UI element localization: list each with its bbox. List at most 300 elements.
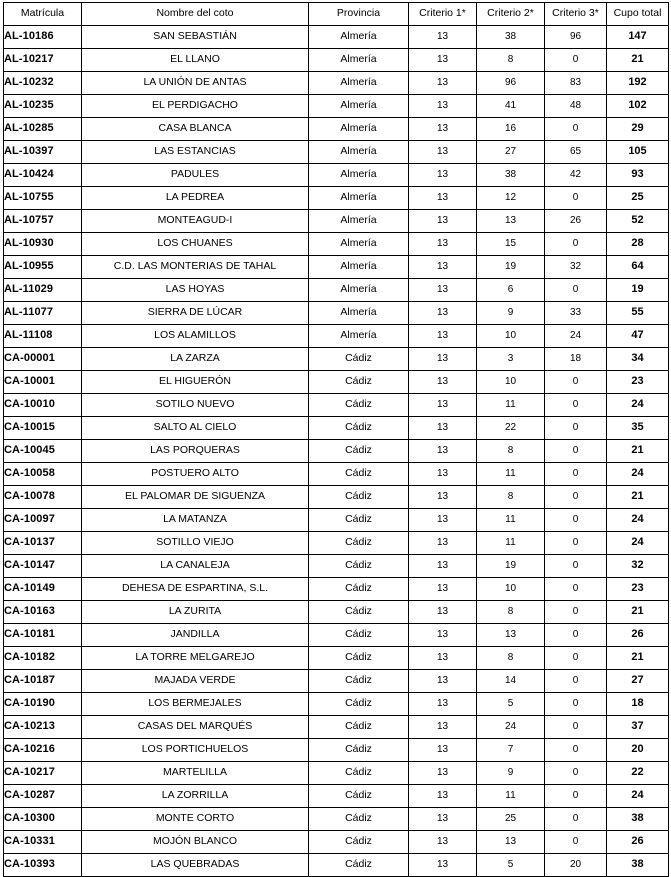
- cell-criterio2: 19: [477, 256, 545, 279]
- cell-criterio2: 10: [477, 371, 545, 394]
- cell-criterio3: 0: [545, 440, 607, 463]
- cell-cupo-total: 47: [607, 325, 669, 348]
- cell-provincia: Cádiz: [309, 601, 409, 624]
- cell-criterio2: 6: [477, 279, 545, 302]
- cell-provincia: Cádiz: [309, 509, 409, 532]
- cell-matricula: AL-10397: [4, 141, 82, 164]
- cell-nombre: LA ZORRILLA: [82, 785, 309, 808]
- cell-criterio3: 0: [545, 417, 607, 440]
- cell-matricula: AL-10217: [4, 49, 82, 72]
- table-row: [4, 785, 669, 808]
- cell-nombre: C.D. LAS MONTERIAS DE TAHAL: [82, 256, 309, 279]
- cell-criterio1: 13: [409, 601, 477, 624]
- cell-criterio1: 13: [409, 693, 477, 716]
- cell-provincia: Almería: [309, 256, 409, 279]
- cell-nombre: DEHESA DE ESPARTINA, S.L.: [82, 578, 309, 601]
- cell-nombre: LA CANALEJA: [82, 555, 309, 578]
- cell-matricula: CA-10187: [4, 670, 82, 693]
- cell-cupo-total: 93: [607, 164, 669, 187]
- cell-criterio1: 13: [409, 417, 477, 440]
- cell-cupo-total: 19: [607, 279, 669, 302]
- cell-criterio1: 13: [409, 854, 477, 877]
- cell-provincia: Almería: [309, 72, 409, 95]
- cell-nombre: PADULES: [82, 164, 309, 187]
- cell-provincia: Cádiz: [309, 831, 409, 854]
- cell-nombre: MONTE CORTO: [82, 808, 309, 831]
- cell-provincia: Almería: [309, 233, 409, 256]
- cell-criterio1: 13: [409, 578, 477, 601]
- cell-matricula: CA-10058: [4, 463, 82, 486]
- cell-cupo-total: 55: [607, 302, 669, 325]
- table-row: [4, 72, 669, 95]
- cell-criterio2: 16: [477, 118, 545, 141]
- cell-nombre: EL HIGUERÓN: [82, 371, 309, 394]
- table-row: [4, 739, 669, 762]
- cell-nombre: LA PEDREA: [82, 187, 309, 210]
- cell-provincia: Cádiz: [309, 854, 409, 877]
- cell-cupo-total: 26: [607, 831, 669, 854]
- cell-criterio1: 13: [409, 164, 477, 187]
- table-row: [4, 187, 669, 210]
- table-header: [4, 3, 669, 26]
- cell-criterio3: 0: [545, 279, 607, 302]
- table-row: [4, 624, 669, 647]
- cell-criterio3: 24: [545, 325, 607, 348]
- cell-criterio1: 13: [409, 647, 477, 670]
- cell-cupo-total: 24: [607, 463, 669, 486]
- cell-criterio2: 11: [477, 785, 545, 808]
- cell-cupo-total: 23: [607, 578, 669, 601]
- table-row: [4, 601, 669, 624]
- cell-cupo-total: 37: [607, 716, 669, 739]
- cell-criterio1: 13: [409, 808, 477, 831]
- table-row: [4, 325, 669, 348]
- cell-criterio2: 13: [477, 831, 545, 854]
- cell-criterio2: 19: [477, 555, 545, 578]
- cell-matricula: AL-10930: [4, 233, 82, 256]
- cell-provincia: Almería: [309, 210, 409, 233]
- table-row: [4, 118, 669, 141]
- cell-cupo-total: 52: [607, 210, 669, 233]
- cell-matricula: AL-10186: [4, 26, 82, 49]
- cell-cupo-total: 24: [607, 509, 669, 532]
- cell-nombre: EL PERDIGACHO: [82, 95, 309, 118]
- table-row: [4, 808, 669, 831]
- cell-cupo-total: 18: [607, 693, 669, 716]
- cell-criterio3: 0: [545, 555, 607, 578]
- table-row: [4, 417, 669, 440]
- cell-criterio3: 0: [545, 371, 607, 394]
- cell-criterio3: 0: [545, 785, 607, 808]
- cell-criterio3: 26: [545, 210, 607, 233]
- cell-nombre: LOS CHUANES: [82, 233, 309, 256]
- cell-criterio1: 13: [409, 831, 477, 854]
- cell-nombre: LAS PORQUERAS: [82, 440, 309, 463]
- column-header-cupo-total: Cupo total: [607, 3, 669, 26]
- table-row: [4, 854, 669, 877]
- cell-matricula: AL-10285: [4, 118, 82, 141]
- cell-matricula: AL-11029: [4, 279, 82, 302]
- cell-criterio3: 48: [545, 95, 607, 118]
- cell-criterio1: 13: [409, 95, 477, 118]
- cell-provincia: Cádiz: [309, 555, 409, 578]
- table-row: [4, 279, 669, 302]
- cell-criterio1: 13: [409, 486, 477, 509]
- cell-criterio2: 8: [477, 601, 545, 624]
- cell-criterio1: 13: [409, 509, 477, 532]
- cell-criterio3: 33: [545, 302, 607, 325]
- cell-criterio1: 13: [409, 325, 477, 348]
- cell-nombre: SOTILO NUEVO: [82, 394, 309, 417]
- table-row: [4, 256, 669, 279]
- table-row: [4, 49, 669, 72]
- cell-matricula: CA-10182: [4, 647, 82, 670]
- cell-cupo-total: 21: [607, 440, 669, 463]
- cell-provincia: Almería: [309, 49, 409, 72]
- cell-criterio2: 38: [477, 26, 545, 49]
- cell-criterio2: 10: [477, 578, 545, 601]
- cell-provincia: Cádiz: [309, 670, 409, 693]
- cell-cupo-total: 24: [607, 394, 669, 417]
- cell-criterio2: 9: [477, 302, 545, 325]
- cell-provincia: Cádiz: [309, 693, 409, 716]
- cell-cupo-total: 147: [607, 26, 669, 49]
- column-header-nombre: Nombre del coto: [82, 3, 309, 26]
- table-row: [4, 555, 669, 578]
- cell-criterio2: 24: [477, 716, 545, 739]
- table-row: [4, 486, 669, 509]
- cell-provincia: Almería: [309, 302, 409, 325]
- cell-matricula: AL-10755: [4, 187, 82, 210]
- cell-nombre: CASA BLANCA: [82, 118, 309, 141]
- cell-criterio2: 22: [477, 417, 545, 440]
- cell-criterio2: 38: [477, 164, 545, 187]
- cell-criterio1: 13: [409, 716, 477, 739]
- cell-provincia: Cádiz: [309, 394, 409, 417]
- cell-nombre: LOS BERMEJALES: [82, 693, 309, 716]
- table-header-row: [4, 3, 669, 26]
- cell-nombre: MONTEAGUD-I: [82, 210, 309, 233]
- table-row: [4, 95, 669, 118]
- cell-criterio3: 0: [545, 49, 607, 72]
- cell-criterio3: 0: [545, 601, 607, 624]
- table-row: [4, 647, 669, 670]
- column-header-matricula: Matrícula: [4, 3, 82, 26]
- cell-provincia: Cádiz: [309, 486, 409, 509]
- cell-provincia: Cádiz: [309, 463, 409, 486]
- cell-matricula: CA-10010: [4, 394, 82, 417]
- cell-matricula: AL-11108: [4, 325, 82, 348]
- cell-cupo-total: 20: [607, 739, 669, 762]
- cell-cupo-total: 24: [607, 785, 669, 808]
- cell-nombre: LAS HOYAS: [82, 279, 309, 302]
- cell-criterio1: 13: [409, 532, 477, 555]
- cell-criterio1: 13: [409, 256, 477, 279]
- cell-criterio3: 0: [545, 693, 607, 716]
- cell-criterio3: 65: [545, 141, 607, 164]
- cell-cupo-total: 32: [607, 555, 669, 578]
- cell-criterio2: 8: [477, 647, 545, 670]
- cell-provincia: Almería: [309, 325, 409, 348]
- cell-criterio3: 0: [545, 118, 607, 141]
- table-row: [4, 440, 669, 463]
- cell-provincia: Cádiz: [309, 785, 409, 808]
- cell-nombre: CASAS DEL MARQUÉS: [82, 716, 309, 739]
- cell-provincia: Cádiz: [309, 371, 409, 394]
- cell-cupo-total: 29: [607, 118, 669, 141]
- cell-criterio2: 7: [477, 739, 545, 762]
- cell-cupo-total: 38: [607, 854, 669, 877]
- cell-matricula: CA-10149: [4, 578, 82, 601]
- cell-nombre: LA TORRE MELGAREJO: [82, 647, 309, 670]
- cell-matricula: CA-10190: [4, 693, 82, 716]
- cell-provincia: Cádiz: [309, 624, 409, 647]
- cell-cupo-total: 23: [607, 371, 669, 394]
- cell-criterio3: 0: [545, 394, 607, 417]
- cell-provincia: Cádiz: [309, 762, 409, 785]
- cell-nombre: MARTELILLA: [82, 762, 309, 785]
- cell-nombre: LA MATANZA: [82, 509, 309, 532]
- cell-matricula: AL-10235: [4, 95, 82, 118]
- table-row: [4, 26, 669, 49]
- cell-cupo-total: 34: [607, 348, 669, 371]
- cell-criterio3: 0: [545, 808, 607, 831]
- cell-criterio3: 83: [545, 72, 607, 95]
- cell-criterio1: 13: [409, 210, 477, 233]
- cell-criterio2: 27: [477, 141, 545, 164]
- table-row: [4, 693, 669, 716]
- cell-cupo-total: 25: [607, 187, 669, 210]
- table-row: [4, 348, 669, 371]
- cell-cupo-total: 21: [607, 49, 669, 72]
- cell-criterio3: 0: [545, 716, 607, 739]
- cell-provincia: Almería: [309, 279, 409, 302]
- cell-criterio1: 13: [409, 463, 477, 486]
- cell-nombre: MAJADA VERDE: [82, 670, 309, 693]
- cell-criterio3: 0: [545, 578, 607, 601]
- cell-criterio1: 13: [409, 739, 477, 762]
- cell-criterio3: 18: [545, 348, 607, 371]
- cell-cupo-total: 21: [607, 647, 669, 670]
- cell-matricula: CA-10331: [4, 831, 82, 854]
- cell-criterio1: 13: [409, 302, 477, 325]
- table-row: [4, 302, 669, 325]
- cell-cupo-total: 38: [607, 808, 669, 831]
- cell-criterio3: 0: [545, 739, 607, 762]
- cell-matricula: CA-10137: [4, 532, 82, 555]
- cell-criterio2: 96: [477, 72, 545, 95]
- cell-criterio2: 14: [477, 670, 545, 693]
- cell-matricula: CA-10393: [4, 854, 82, 877]
- cell-nombre: MOJÓN BLANCO: [82, 831, 309, 854]
- cell-nombre: LA ZURITA: [82, 601, 309, 624]
- table-row: [4, 578, 669, 601]
- cell-criterio2: 5: [477, 693, 545, 716]
- cell-cupo-total: 21: [607, 486, 669, 509]
- cell-nombre: LAS QUEBRADAS: [82, 854, 309, 877]
- table-row: [4, 141, 669, 164]
- cell-criterio1: 13: [409, 348, 477, 371]
- cell-nombre: POSTUERO ALTO: [82, 463, 309, 486]
- cell-matricula: CA-10287: [4, 785, 82, 808]
- table-row: [4, 509, 669, 532]
- column-header-criterio3: Criterio 3*: [545, 3, 607, 26]
- cell-criterio3: 0: [545, 762, 607, 785]
- cell-criterio1: 13: [409, 624, 477, 647]
- table-row: [4, 210, 669, 233]
- cell-criterio1: 13: [409, 762, 477, 785]
- cell-criterio1: 13: [409, 49, 477, 72]
- cell-criterio3: 42: [545, 164, 607, 187]
- cell-criterio3: 0: [545, 187, 607, 210]
- cell-provincia: Cádiz: [309, 647, 409, 670]
- cell-nombre: LA UNIÓN DE ANTAS: [82, 72, 309, 95]
- cell-criterio1: 13: [409, 72, 477, 95]
- cell-criterio2: 8: [477, 486, 545, 509]
- cell-criterio1: 13: [409, 440, 477, 463]
- cell-criterio2: 15: [477, 233, 545, 256]
- cell-nombre: LOS ALAMILLOS: [82, 325, 309, 348]
- cell-matricula: CA-10001: [4, 371, 82, 394]
- cell-cupo-total: 64: [607, 256, 669, 279]
- cell-nombre: SALTO AL CIELO: [82, 417, 309, 440]
- cell-nombre: SOTILLO VIEJO: [82, 532, 309, 555]
- cell-nombre: EL LLANO: [82, 49, 309, 72]
- table-row: [4, 762, 669, 785]
- cell-criterio3: 0: [545, 509, 607, 532]
- cell-matricula: CA-10078: [4, 486, 82, 509]
- cell-matricula: CA-10163: [4, 601, 82, 624]
- cell-criterio1: 13: [409, 233, 477, 256]
- cell-criterio2: 11: [477, 463, 545, 486]
- cell-provincia: Almería: [309, 187, 409, 210]
- cell-criterio2: 11: [477, 394, 545, 417]
- cell-criterio1: 13: [409, 26, 477, 49]
- cell-matricula: CA-10147: [4, 555, 82, 578]
- cell-matricula: CA-10300: [4, 808, 82, 831]
- cell-provincia: Almería: [309, 26, 409, 49]
- cell-nombre: SAN SEBASTIÁN: [82, 26, 309, 49]
- cell-cupo-total: 21: [607, 601, 669, 624]
- cell-provincia: Cádiz: [309, 739, 409, 762]
- cell-provincia: Cádiz: [309, 440, 409, 463]
- cell-criterio3: 96: [545, 26, 607, 49]
- cell-matricula: AL-10424: [4, 164, 82, 187]
- cell-criterio2: 13: [477, 624, 545, 647]
- table-row: [4, 670, 669, 693]
- cell-criterio2: 5: [477, 854, 545, 877]
- cell-criterio1: 13: [409, 394, 477, 417]
- cell-nombre: EL PALOMAR DE SIGUENZA: [82, 486, 309, 509]
- cell-provincia: Almería: [309, 141, 409, 164]
- cell-cupo-total: 105: [607, 141, 669, 164]
- cell-matricula: AL-11077: [4, 302, 82, 325]
- cell-nombre: LOS PORTICHUELOS: [82, 739, 309, 762]
- table-row: [4, 831, 669, 854]
- cell-criterio2: 11: [477, 509, 545, 532]
- cell-criterio2: 8: [477, 49, 545, 72]
- table-row: [4, 164, 669, 187]
- cell-criterio2: 41: [477, 95, 545, 118]
- cell-provincia: Cádiz: [309, 532, 409, 555]
- cell-cupo-total: 28: [607, 233, 669, 256]
- cell-criterio3: 0: [545, 647, 607, 670]
- column-header-criterio2: Criterio 2*: [477, 3, 545, 26]
- table-row: [4, 532, 669, 555]
- cell-criterio1: 13: [409, 279, 477, 302]
- table-body: [4, 26, 669, 877]
- column-header-criterio1: Criterio 1*: [409, 3, 477, 26]
- table-row: [4, 394, 669, 417]
- cell-provincia: Almería: [309, 95, 409, 118]
- cell-criterio3: 32: [545, 256, 607, 279]
- cell-matricula: CA-10181: [4, 624, 82, 647]
- table-row: [4, 233, 669, 256]
- cell-cupo-total: 102: [607, 95, 669, 118]
- cell-criterio1: 13: [409, 371, 477, 394]
- cell-criterio3: 0: [545, 831, 607, 854]
- cell-cupo-total: 192: [607, 72, 669, 95]
- cell-criterio2: 11: [477, 532, 545, 555]
- cell-cupo-total: 27: [607, 670, 669, 693]
- cell-provincia: Cádiz: [309, 716, 409, 739]
- cell-nombre: LAS ESTANCIAS: [82, 141, 309, 164]
- cell-criterio1: 13: [409, 141, 477, 164]
- cell-nombre: SIERRA DE LÚCAR: [82, 302, 309, 325]
- cell-criterio3: 0: [545, 233, 607, 256]
- cell-criterio3: 20: [545, 854, 607, 877]
- cell-criterio3: 0: [545, 486, 607, 509]
- cell-provincia: Almería: [309, 118, 409, 141]
- cell-matricula: AL-10955: [4, 256, 82, 279]
- cell-matricula: CA-00001: [4, 348, 82, 371]
- cell-cupo-total: 24: [607, 532, 669, 555]
- cell-provincia: Cádiz: [309, 808, 409, 831]
- cell-matricula: AL-10232: [4, 72, 82, 95]
- cell-criterio1: 13: [409, 555, 477, 578]
- cell-cupo-total: 22: [607, 762, 669, 785]
- cell-matricula: CA-10045: [4, 440, 82, 463]
- column-header-provincia: Provincia: [309, 3, 409, 26]
- cell-criterio3: 0: [545, 670, 607, 693]
- cell-criterio2: 13: [477, 210, 545, 233]
- cell-criterio2: 9: [477, 762, 545, 785]
- cell-criterio1: 13: [409, 118, 477, 141]
- cell-criterio1: 13: [409, 187, 477, 210]
- cell-criterio3: 0: [545, 532, 607, 555]
- cell-criterio2: 10: [477, 325, 545, 348]
- cell-criterio2: 12: [477, 187, 545, 210]
- table-row: [4, 716, 669, 739]
- table-row: [4, 463, 669, 486]
- table-row: [4, 371, 669, 394]
- cell-criterio2: 8: [477, 440, 545, 463]
- cell-cupo-total: 35: [607, 417, 669, 440]
- cell-criterio2: 3: [477, 348, 545, 371]
- cell-criterio2: 25: [477, 808, 545, 831]
- cell-matricula: CA-10217: [4, 762, 82, 785]
- coto-cupos-table: [3, 2, 669, 877]
- cell-matricula: CA-10213: [4, 716, 82, 739]
- cell-provincia: Cádiz: [309, 417, 409, 440]
- cell-cupo-total: 26: [607, 624, 669, 647]
- cell-provincia: Cádiz: [309, 348, 409, 371]
- cell-criterio1: 13: [409, 785, 477, 808]
- cell-matricula: CA-10097: [4, 509, 82, 532]
- cell-matricula: AL-10757: [4, 210, 82, 233]
- cell-criterio3: 0: [545, 463, 607, 486]
- cell-nombre: JANDILLA: [82, 624, 309, 647]
